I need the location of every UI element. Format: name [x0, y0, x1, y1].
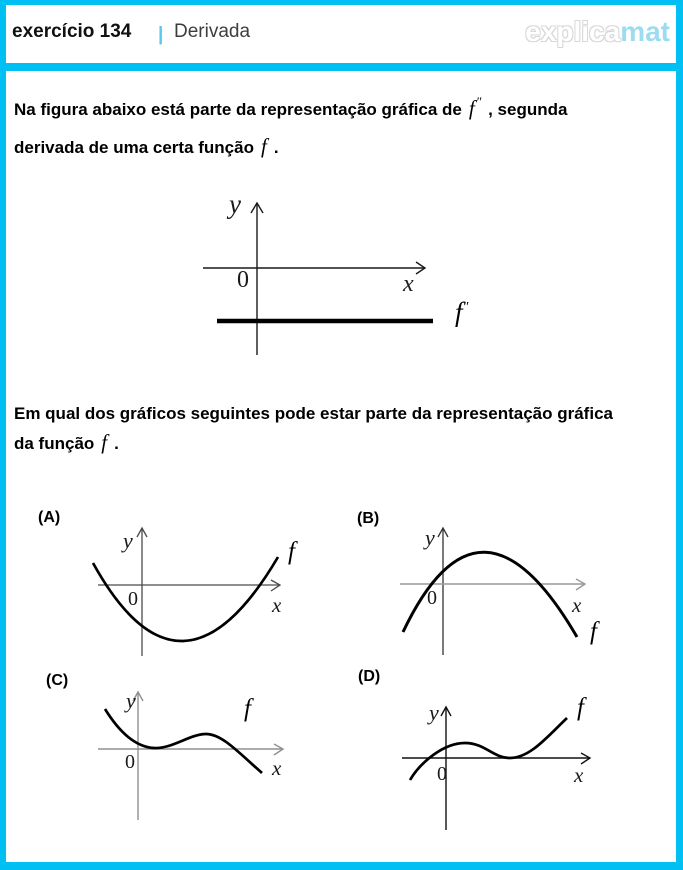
option-c-x-label: x — [272, 756, 282, 780]
question-1-period: . — [273, 138, 279, 157]
option-c — [38, 663, 334, 835]
option-a-label: (A) — [38, 509, 61, 526]
question-1 — [14, 84, 676, 166]
option-b-origin-label: 0 — [427, 587, 437, 609]
question-1-line2: derivada de uma certa função — [14, 138, 254, 157]
option-d-x-label: x — [574, 763, 584, 787]
option-b-x-label: x — [572, 593, 582, 617]
option-a — [38, 505, 330, 658]
exercise-number: exercício 134 — [12, 21, 132, 42]
fig-main-origin-label: 0 — [237, 267, 249, 293]
f-symbol: f — [101, 430, 108, 454]
question-1-line1-tail: , segunda — [488, 100, 568, 119]
explicamat-logo — [525, 16, 670, 48]
option-a-origin-label: 0 — [128, 588, 138, 610]
header-separator: | — [158, 24, 164, 45]
f-second-derivative-symbol: f — [468, 96, 475, 120]
question-2-line1: Em qual dos gráficos seguintes pode estar parte da representação gráfica — [14, 404, 613, 423]
question-2 — [14, 400, 676, 458]
logo-part-mat: mat — [620, 16, 670, 47]
option-d-label: (D) — [358, 668, 381, 685]
page-title: Derivada — [174, 21, 251, 42]
fig-main-y-label: y — [229, 189, 241, 219]
question-2-line2: da função — [14, 434, 95, 453]
option-b-y-label: y — [425, 525, 435, 550]
option-a-x-label: x — [272, 593, 282, 617]
option-c-origin-label: 0 — [125, 751, 135, 773]
option-c-y-label: y — [126, 688, 136, 713]
option-b — [350, 505, 650, 658]
question-1-line1: Na figura abaixo está parte da representação gráfica de — [14, 100, 462, 119]
fig-main-x-label: x — [403, 271, 414, 297]
option-b-label: (B) — [357, 510, 380, 527]
question-2-period: . — [114, 434, 119, 453]
f-symbol: f — [260, 134, 267, 158]
option-a-curve-label: f — [288, 538, 295, 565]
option-d-y-label: y — [429, 700, 439, 725]
option-d-origin-label: 0 — [437, 763, 447, 785]
option-d — [350, 663, 650, 835]
option-c-curve-label: f — [244, 695, 251, 722]
option-d-curve-f — [410, 718, 567, 780]
double-prime: ″ — [476, 94, 484, 109]
fig-main-curve-f: f — [455, 297, 463, 327]
fig-main-curve-primes: ″ — [462, 300, 470, 315]
option-c-label: (C) — [46, 672, 69, 689]
fig-main-curve-label — [455, 297, 469, 328]
logo-part-explica: explica — [525, 16, 621, 47]
option-a-curve-f — [93, 557, 278, 641]
option-b-curve-label: f — [590, 618, 597, 645]
option-a-y-label: y — [123, 528, 133, 553]
option-d-curve-label: f — [577, 694, 584, 721]
